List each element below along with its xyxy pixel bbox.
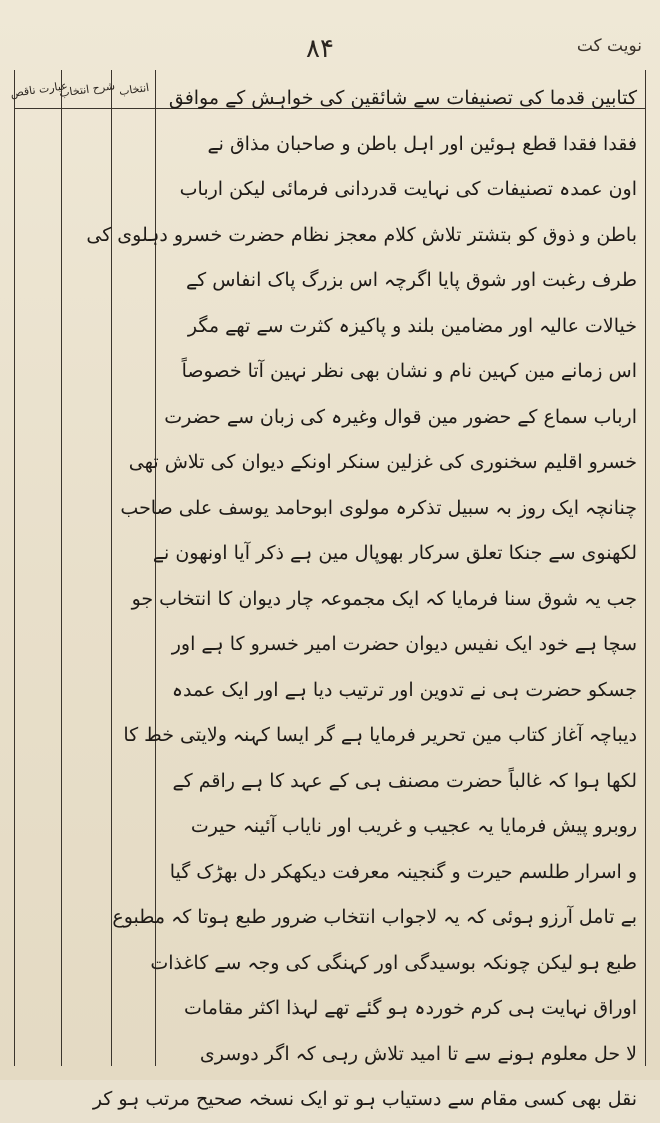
text-line: دیباچہ آغاز کتاب مین تحریر فرمایا ہے گر ایسا کہنہ ولایتی خط کا [123,724,637,746]
text-line: اس زمانے مین کہین نام و نشان بھی نظر نہین آتا خصوصاً [181,360,637,382]
text-line: کتابین قدما کی تصنیفات سے شائقین کی خواہش کے موافق [168,87,637,109]
column-divider-1 [61,70,62,1066]
text-line: فقدا فقدا قطع ہوئین اور اہل باطن و صاحبان مذاق نے [207,132,637,155]
text-line: طرف رغبت اور شوق پایا اگرچہ اس بزرگ پاک انفاس کے [186,269,637,291]
column-header-2: شرح انتخاب [58,78,116,100]
text-line: باطن و ذوق کو بتشتر تلاش کلام معجز نظام حضرت خسرو دہلوی کی [86,223,637,246]
text-line: لکھنوی سے جنکا تعلق سرکار بھوپال مین ہے ذکر آیا اونھون نے [152,542,637,564]
text-line: جسکو حضرت ہی نے تدوین اور ترتیب دیا ہے اور ایک عمدہ [171,678,637,701]
text-line: خیالات عالیہ اور مضامین بلند و پاکیزہ کثرت سے تھے مگر [187,314,637,337]
text-line: لکھا ہوا کہ غالباً حضرت مصنف ہی کے عہد کا ہے راقم کے [172,769,637,792]
text-line: طبع ہو لیکن چونکہ بوسیدگی اور کہنگی کی وجہ سے کاغذات [150,951,637,974]
text-line: اون عمدہ تصنیفات کی نہایت قدردانی فرمائی لیکن ارباب [179,178,637,200]
text-line: خسرو اقلیم سخنوری کی غزلین سنکر اونکے دیوان کی تلاش تھی [128,451,637,473]
text-line: و اسرار طلسم حیرت و گنجینہ معرفت دیکھکر دل بھڑک گیا [169,860,637,883]
text-line: لا حل معلوم ہونے سے تا امید تلاش رہی کہ اگر دوسری [199,1042,637,1065]
page-number: ۸۴ [306,34,334,64]
text-line: اوراق نہایت ہی کرم خوردہ ہو گئے تھے لہذا اکثر مقامات [184,997,637,1019]
ruled-frame [9,70,646,1110]
text-line: روبرو پیش فرمایا یہ عجیب و غریب اور نایاب آئینہ حیرت [190,815,637,837]
header-note: نویت کت [576,36,642,56]
text-line: چنانچہ ایک روز بہ سبیل تذکرہ مولوی ابوحامد یوسف علی صاحب [120,496,637,519]
column-header-3: انتخاب [118,80,150,98]
text-line: جب یہ شوق سنا فرمایا کہ ایک مجموعہ چار دیوان کا انتخاب جو [131,587,637,610]
text-line: سچا ہے خود ایک نفیس دیوان حضرت امیر خسرو کا ہے اور [171,633,637,655]
text-line: نقل بھی کسی مقام سے دستیاب ہو تو ایک نسخہ صحیح مرتب ہو کر [92,1088,637,1110]
column-header-1: عبارت ناقص [9,78,69,100]
text-line: ارباب سماع کے حضور مین قوال وغیرہ کی زبان سے حضرت [164,405,637,428]
text-line: بے تامل آرزو ہوئی کہ یہ لاجواب انتخاب ضرور طبع ہوتا کہ مطبوع [112,906,637,928]
